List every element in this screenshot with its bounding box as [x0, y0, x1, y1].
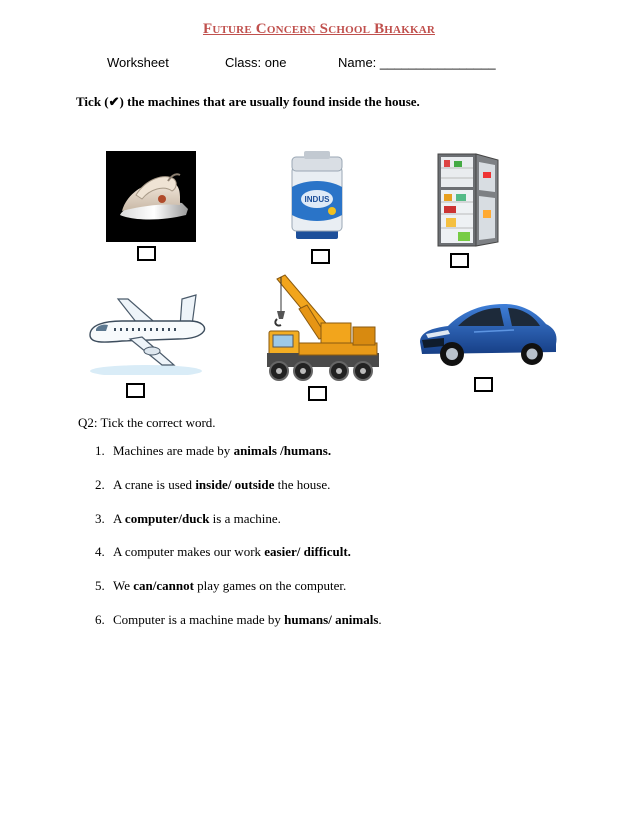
crane-truck-icon — [263, 267, 381, 383]
washing-machine-picture — [282, 149, 352, 243]
q2-heading: Q2: Tick the correct word. — [78, 415, 216, 430]
refrigerator-icon — [428, 152, 504, 248]
item-number: 5. — [95, 578, 105, 593]
item-options[interactable]: animals /humans. — [233, 443, 332, 458]
car-picture — [414, 296, 560, 368]
q1-instruction-prefix: Tick ( — [76, 94, 109, 109]
item-number: 1. — [95, 443, 105, 458]
item-number: 3. — [95, 511, 105, 526]
item-text-after: . — [378, 612, 382, 627]
school-title: Future Concern School Bhakkar — [202, 21, 435, 37]
worksheet-label: Worksheet — [107, 55, 169, 70]
item-options[interactable]: inside/ outside — [195, 477, 275, 492]
item-number: 6. — [95, 612, 105, 627]
q2-item-5 — [95, 578, 346, 594]
q2-item-6 — [95, 612, 382, 628]
item-options[interactable]: easier/ difficult. — [264, 544, 351, 559]
checkbox-car[interactable] — [474, 377, 493, 392]
airplane-picture — [82, 291, 210, 375]
name-label: Name: ________________ — [338, 55, 496, 70]
item-text-before: A crane is used — [113, 477, 196, 492]
q1-instruction — [76, 94, 420, 110]
item-options[interactable]: humans/ animals — [284, 612, 379, 627]
item-text-after: play games on the computer. — [193, 578, 347, 593]
q2-item-4 — [95, 544, 351, 560]
item-text-before: Computer is a machine made by — [113, 612, 285, 627]
refrigerator-picture — [428, 152, 504, 248]
checkbox-airplane[interactable] — [126, 383, 145, 398]
item-number: 2. — [95, 477, 105, 492]
item-text-after: is a machine. — [209, 511, 281, 526]
item-options[interactable]: computer/duck — [124, 511, 210, 526]
car-icon — [414, 296, 560, 368]
checkbox-iron[interactable] — [137, 246, 156, 261]
q1-instruction-suffix: ) the machines that are usually found inside the house. — [119, 94, 420, 109]
washing-machine-icon — [282, 149, 352, 243]
class-label: Class: one — [225, 55, 287, 70]
item-text-after: the house. — [274, 477, 331, 492]
item-text-before: Machines are made by — [113, 443, 234, 458]
tick-mark-icon: ✔ — [108, 94, 120, 109]
q2-item-2 — [95, 477, 330, 493]
crane-truck-picture — [263, 267, 381, 383]
iron-icon — [106, 151, 196, 242]
checkbox-washing-machine[interactable] — [311, 249, 330, 264]
washing-machine-brand: INDUS — [304, 195, 330, 204]
q2-item-3 — [95, 511, 281, 527]
item-text-before: A — [113, 511, 125, 526]
item-text-before: We — [113, 578, 134, 593]
item-number: 4. — [95, 544, 105, 559]
checkbox-crane-truck[interactable] — [308, 386, 327, 401]
q2-item-1 — [95, 443, 331, 459]
iron-picture — [106, 151, 196, 242]
item-text-before: A computer makes our work — [113, 544, 265, 559]
item-options[interactable]: can/cannot — [133, 578, 194, 593]
airplane-icon — [82, 291, 210, 375]
checkbox-refrigerator[interactable] — [450, 253, 469, 268]
